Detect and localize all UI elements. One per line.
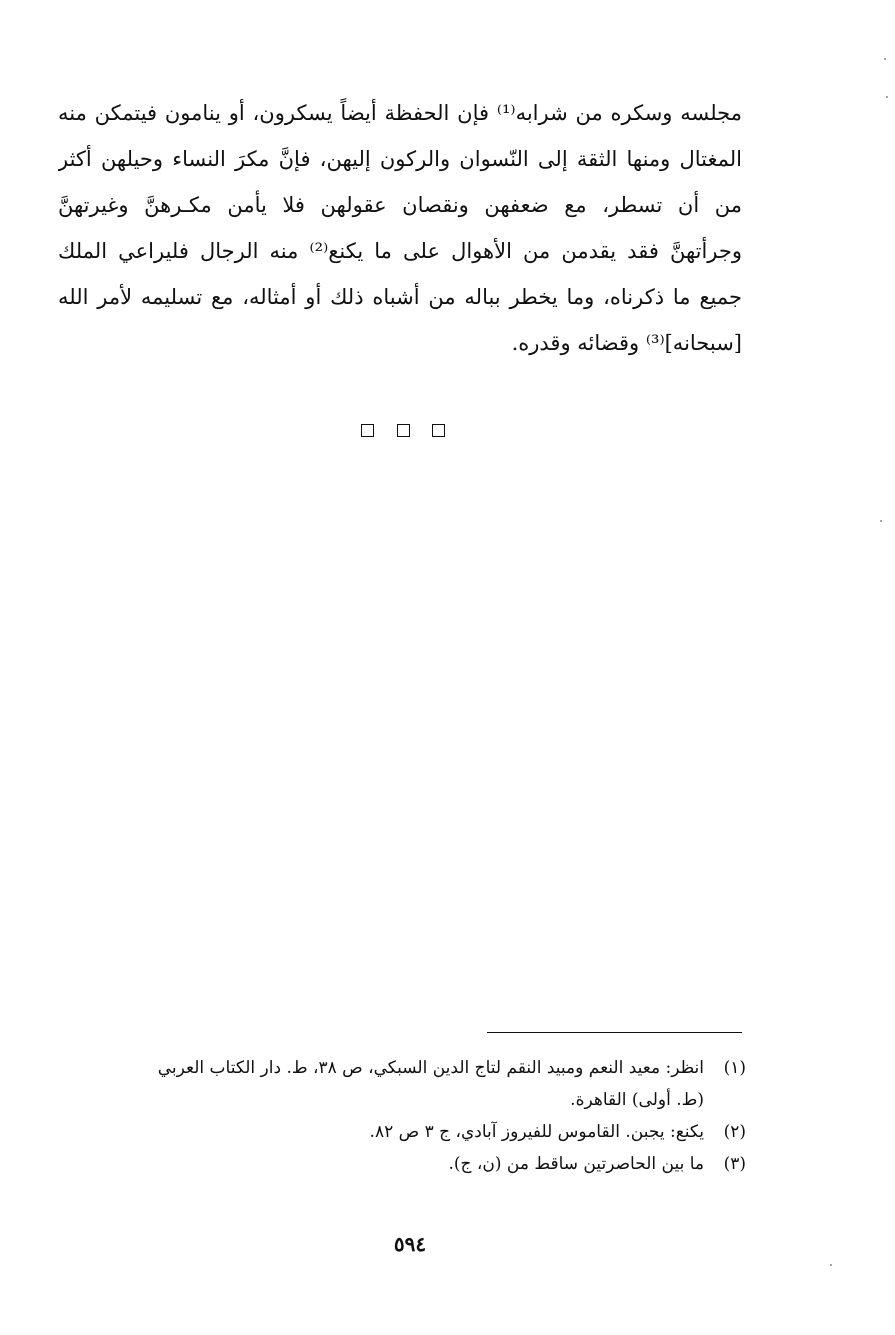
scan-speck [884,58,886,60]
footnote-divider [487,1032,742,1033]
footnote-1 [60,1052,746,1116]
text-line: وجرأتهنَّ فقد يقدمن من الأهوال على ما يكنع⁽²⁾ منه الرجال فليراعي الملك [58,239,742,263]
scan-speck [886,96,888,98]
text-line: من أن تسطر، مع ضعفهن ونقصان عقولهن فلا يأمن مكـرهنَّ وغيرتهنَّ [58,193,742,217]
footnote-number: (٣) [723,1154,746,1174]
footnote-line: ما بين الحاصرتين ساقط من (ن، ج). [448,1154,704,1174]
scan-speck [880,520,882,522]
footnote-line: انظر: معيد النعم ومبيد النقم لتاج الدين السبكي، ص ٣٨، ط. دار الكتاب العربي [157,1058,704,1078]
separator-square-icon [361,424,374,437]
footnote-line: (ط. أولى) القاهرة. [570,1090,704,1110]
page-number: ٥٩٤ [393,1232,427,1256]
scan-speck [830,1264,832,1266]
separator-square-icon [432,424,445,437]
text-line: المغتال ومنها الثقة إلى النّسوان والركون إليهن، فإنَّ مكرَ النساء وحيلهن أكثر [58,147,742,171]
footnote-2 [60,1116,746,1148]
text-line: [سبحانه]⁽³⁾ وقضائه وقدره. [511,331,742,355]
footnote-text [60,1148,704,1180]
footnote-number: (٢) [723,1122,746,1142]
footnote-text [60,1052,704,1116]
footnote-text [60,1116,704,1148]
section-separator [361,424,445,440]
text-line: جميع ما ذكرناه، وما يخطر بباله من أشباه ذلك أو أمثاله، مع تسليمه لأمر الله [58,285,742,309]
footnote-3 [60,1148,746,1180]
footnotes-block [60,1052,746,1180]
text-line: مجلسه وسكره من شرابه⁽¹⁾ فإن الحفظة أيضاً يسكرون، أو ينامون فيتمكن منه [58,101,742,125]
main-text-block [58,90,742,366]
footnote-number: (١) [723,1058,746,1078]
separator-square-icon [397,424,410,437]
footnote-line: يكنع: يجبن. القاموس للفيروز آبادي، ج ٣ ص ٨٢. [369,1122,704,1142]
